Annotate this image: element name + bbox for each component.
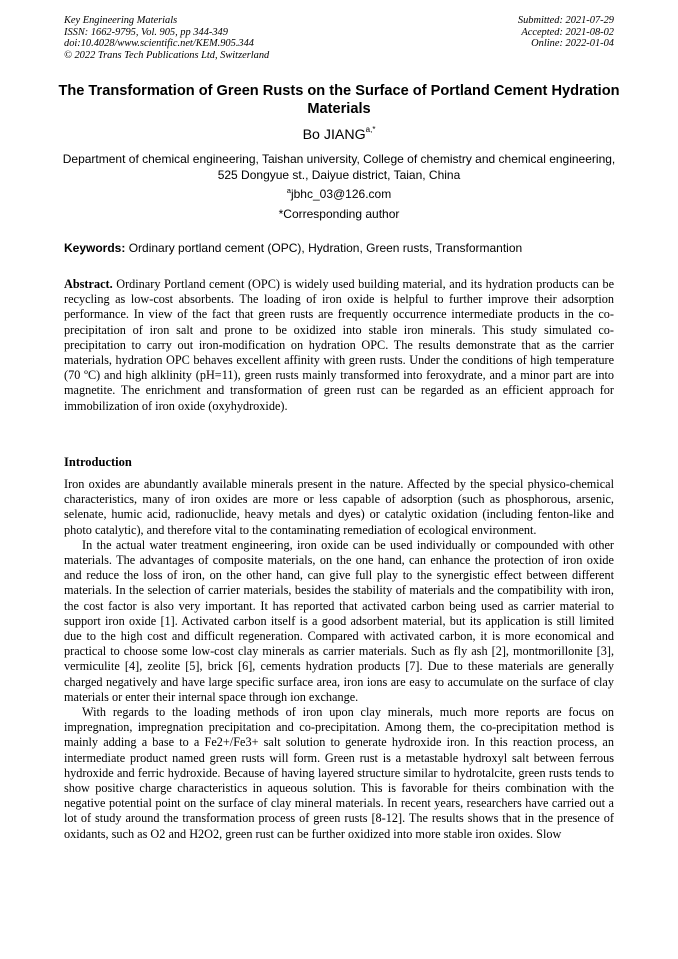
email-address: jbhc_03@126.com [290, 187, 392, 201]
intro-paragraph-2: In the actual water treatment engineering, iron oxide can be used individually or compounded with other materials. The advantages of composite materials, on the one hand, can enhance the protection of iron oxide and reduce the loss of iron, on the other hand, can give full play to the synergistic effect between different materials. In the selection of carrier materials, besides the stability of materials and the compatibility with iron, the cost factor is also very important. It has reported that activated carbon being used as carrier material to support iron oxide [1]. Activated carbon itself is a good adsorbent material, but its application is still limited due to the high cost and difficult regeneration. Compared with activated carbon, it is more economical and practical to choose some low-cost clay minerals as carrier materials. Such as fly ash [2], montmorillonite [3], vermiculite [4], zeolite [5], brick [6], cements hydration products [7]. Due to these materials are generally charged negatively and have large specific surface area, iron ions are easy to accumulate on the surface of clay materials or enter their internal space through ion exchange. [64, 537, 614, 704]
submitted-date: Submitted: 2021-07-29 [517, 15, 614, 26]
keywords [64, 241, 616, 255]
issn-line: ISSN: 1662-9795, Vol. 905, pp 344-349 [64, 26, 228, 38]
affiliation: Department of chemical engineering, Taishan university, College of chemistry and chemical engineering, 525 Dongyue st., Daiyue district, Taian, China [62, 152, 616, 182]
abstract-label: Abstract. [64, 277, 113, 291]
doi-line: doi:10.4028/www.scientific.net/KEM.905.344 [64, 38, 254, 50]
keywords-text: Ordinary portland cement (OPC), Hydration, Green rusts, Transformantion [128, 241, 523, 255]
intro-paragraph-3: With regards to the loading methods of iron upon clay minerals, much more reports are focus on impregnation, impregnation precipitation and co-precipitation. Among them, the co-precipitation method is mainly adding a base to a Fe2+/Fe3+ salt solution to generate hydroxide iron. In this reaction process, an intermediate product named green rusts will form. Green rust is a metastable hydroxyl salt between ferrous hydroxide and ferric hydroxide. Because of having layered structure similar to hydrotalcite, green rusts tends to show positive charge characteristics in aqueous solution. This is favorable for theirs combination with the negative potential point on the surface of clay mineral materials. In recent years, researchers have carried out a lot of study around the transformation process of green rusts [8-12]. The results shows that in the presence of oxidants, such as O2 and H2O2, green rust can be further oxidized into more stable iron oxides. Slow [64, 705, 614, 841]
dates-info [518, 15, 614, 50]
intro-paragraph-1: Iron oxides are abundantly available minerals present in the nature. Affected by the special physico-chemical characteristics, many of iron oxides are more or less capable of adsorption (such as phosphorous, arsenic, selenate, humic acid, radionuclide, heavy metals and dyes) or catalytic oxidation (including fenton-like and photo catalytic), and therefore vital to the contaminating remediation of ecological environment. [64, 477, 614, 537]
abstract-text: Ordinary Portland cement (OPC) is widely used building material, and its hydration products can be recycling as low-cost absorbents. The loading of iron oxide is helpful to further improve their adsorption performance. In view of the fact that green rusts are frequently occurrence intermediate products in the co-precipitation of iron salt and prone to be oxidized into stable iron minerals. This study simulated co-precipitation to carry out iron-modification on hydration OPC. The results demonstrate that as the carrier materials, hydration OPC behaves excellent affinity with green rusts. Under the conditions of high temperature (70 ºC) and high alklinity (pH=11), green rusts mainly transformed into feroxydrate, and a minor part are into magnetite. The enrichment and transformation of green rust can be regarded as an efficient approach for immobilization of iron oxide (oxyhydroxide). [64, 277, 615, 413]
keywords-label: Keywords: [64, 241, 126, 255]
abstract [64, 277, 614, 414]
section-heading-introduction: Introduction [64, 455, 132, 469]
corresponding-note: *Corresponding author [278, 207, 400, 221]
author-line [0, 125, 678, 143]
copyright-line: © 2022 Trans Tech Publications Ltd, Switzerland [64, 49, 270, 61]
journal-name: Key Engineering Materials [64, 15, 178, 26]
email-mark: a [286, 186, 291, 195]
accepted-date: Accepted: 2021-08-02 [521, 26, 614, 38]
paper-title: The Transformation of Green Rusts on the Surface of Portland Cement Hydration Materials [58, 83, 620, 117]
online-date: Online: 2022-01-04 [531, 38, 614, 50]
introduction-body [64, 477, 614, 842]
author-name: Bo JIANG [302, 127, 366, 143]
journal-info [64, 15, 269, 61]
author-email [0, 186, 678, 201]
author-marks: a,* [365, 125, 376, 134]
